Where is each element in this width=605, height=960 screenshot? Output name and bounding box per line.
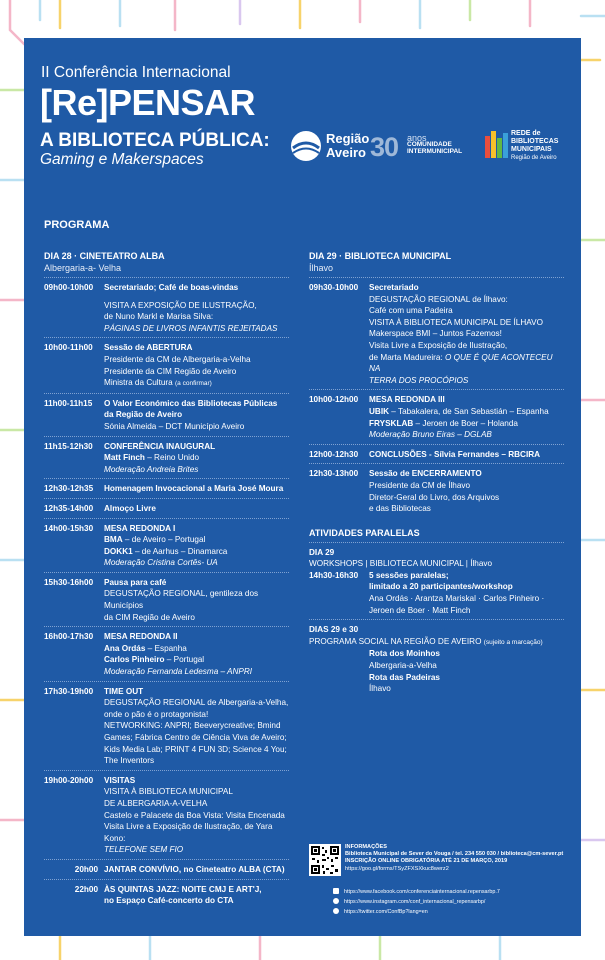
rede-bibliotecas-icon: [483, 128, 509, 162]
slot-line: TELEFONE SEM FIO: [104, 845, 184, 855]
slot-time: 09h30-10h00: [309, 283, 359, 292]
slot-line: de Nuno Markl e Marisa Silva:: [104, 312, 214, 322]
regiao-aveiro-text1: Região: [326, 131, 370, 146]
rede-text3: MUNICIPAIS: [511, 146, 552, 153]
slot-line: onde o pão é o protagonista!: [104, 709, 209, 719]
slot-title: Homenagem Invocacional a Maria José Moura: [104, 484, 284, 494]
day28-place: Albergaria-a- Velha: [44, 263, 122, 273]
qr-code-icon[interactable]: [309, 844, 341, 876]
twitter-row[interactable]: [333, 908, 571, 916]
slot-title: limitado a 20 participantes/workshop: [369, 582, 513, 592]
paralelas-day2-place: PROGRAMA SOCIAL NA REGIÃO DE AVEIRO: [309, 636, 482, 646]
rede-text1: REDE de: [511, 130, 541, 137]
slot-line: Presidente da CM de Albergaria-a-Velha: [104, 354, 251, 364]
slot-line: DEGUSTAÇÃO REGIONAL de Ílhavo:: [369, 294, 508, 304]
speaker-origin: – Jeroen de Boer – Holanda: [413, 418, 518, 428]
speaker-origin: – Tabakalera, de San Sebastián – Espanha: [389, 406, 549, 416]
slot-title: VISITAS: [104, 775, 136, 785]
slot-line: Sónia Almeida – DCT Município Aveiro: [104, 421, 245, 431]
day28-heading: DIA 28 · CINETEATRO ALBA: [44, 251, 165, 261]
slot-note: (a confirmar): [175, 380, 212, 388]
slot-title: 5 sessões paralelas;: [369, 570, 449, 580]
slot-title: JANTAR CONVÍVIO, no Cineteatro ALBA (CTA): [104, 864, 285, 874]
info-title: INFORMAÇÕES: [345, 844, 387, 850]
anos-30-logo: [370, 132, 470, 162]
schedule-slot: [44, 503, 289, 515]
slot-line: Diretor-Geral do Livro, dos Arquivos: [369, 492, 500, 502]
moderator: Moderação Andreia Brites: [104, 464, 199, 474]
slot-title: da Região de Aveiro: [104, 410, 183, 420]
day29-place: Ílhavo: [309, 263, 334, 273]
slot-line: DEGUSTAÇÃO REGIONAL, gentileza dos Municípios: [104, 589, 259, 611]
slot-time: 10h00-11h00: [44, 343, 93, 353]
info-registration: INSCRIÇÃO ONLINE OBRIGATÓRIA ATÉ 21 DE MARÇO, 2019: [345, 858, 508, 865]
slot-line: e das Bibliotecas: [369, 504, 431, 514]
slot-time: 19h00-20h00: [44, 775, 94, 785]
slot-time: 14h00-15h30: [44, 523, 94, 533]
slot-line: PÁGINAS DE LIVROS INFANTIS REJEITADAS: [104, 323, 278, 333]
anos-line3: INTERMUNICIPAL: [407, 148, 463, 155]
slot-time: 10h00-12h00: [309, 395, 359, 405]
slot-line: Ana Ordás · Arantza Mariskal · Carlos Pinheiro ·: [369, 594, 545, 604]
route-padeiras-place: Ílhavo: [369, 684, 391, 694]
slot-line: VISITA À BIBLIOTECA MUNICIPAL DE ÍLHAVO: [369, 317, 543, 327]
day29-heading: DIA 29 · BIBLIOTECA MUNICIPAL: [309, 251, 452, 261]
slot-line: Games; Fábrica Centro de Ciência Viva de Aveiro;: [104, 733, 287, 742]
speaker-name: Ana Ordás: [104, 643, 146, 653]
slot-title: MESA REDONDA III: [369, 395, 445, 405]
speaker-name: DOKK1: [104, 546, 133, 556]
anos-number: 30: [370, 132, 399, 162]
speaker-name: Matt Finch: [104, 453, 145, 463]
slot-line: The Inventors: [104, 756, 155, 766]
schedule-slot: [44, 398, 289, 433]
slot-title: MESA REDONDA II: [104, 632, 178, 642]
slot-title: no Espaço Café-concerto do CTA: [104, 896, 234, 906]
info-form-link[interactable]: https://goo.gl/forms/TSyZFXSXkuc8werz2: [345, 865, 449, 872]
speaker-name: BMA: [104, 535, 123, 545]
slot-line: NETWORKING: ANPRI; Beeverycreative; Bmind: [104, 721, 281, 731]
schedule-slot: [44, 884, 289, 907]
programa-title: PROGRAMA: [44, 219, 110, 231]
facebook-row[interactable]: [333, 888, 571, 896]
slot-line: DE ALBERGARIA-A-VELHA: [104, 798, 208, 808]
title-line1: II Conferência Internacional: [41, 64, 231, 81]
rede-text4: Região de Aveiro: [511, 155, 557, 161]
slot-title: Pausa para café: [104, 577, 167, 587]
speaker-name: Carlos Pinheiro: [104, 655, 165, 665]
regiao-aveiro-icon: [290, 130, 322, 162]
slot-title: Sessão de ENCERRAMENTO: [369, 469, 482, 479]
slot-line: de Marta Madureira:: [369, 352, 445, 362]
slot-time: 22h00: [74, 884, 98, 894]
slot-time: 12h00-12h30: [309, 449, 359, 459]
paralelas-day1: DIA 29: [309, 547, 335, 557]
instagram-icon: [333, 898, 339, 904]
anos-line2: COMUNIDADE: [407, 141, 452, 148]
slot-line: VISITA À BIBLIOTECA MUNICIPAL: [104, 787, 233, 797]
day28-column: [44, 250, 289, 907]
slot-line: Makerspace BMI – Juntos Fazemos!: [369, 329, 502, 339]
slot-line: Presidente da CM de Ílhavo: [369, 480, 471, 490]
schedule-slot: [44, 775, 289, 856]
schedule-slot: [44, 631, 289, 677]
rede-text2: BIBLIOTECAS: [511, 138, 559, 145]
regiao-aveiro-text2: Aveiro: [326, 145, 366, 160]
title-biblioteca: A BIBLIOTECA PÚBLICA:: [40, 130, 270, 151]
speaker-name: FRYSKLAB: [369, 418, 414, 428]
speaker-origin: – Portugal: [164, 655, 205, 665]
speaker-origin: – de Aveiro – Portugal: [122, 535, 206, 545]
slot-line: DEGUSTAÇÃO REGIONAL de Albergaria-a-Velha,: [104, 698, 289, 708]
slot-line: Visita Livre a Exposição de Ilustração,: [369, 340, 508, 350]
schedule-slot: [44, 686, 289, 767]
slot-title: Secretariado: [369, 283, 419, 292]
schedule-slot: [44, 342, 289, 389]
paralelas-title: ATIVIDADES PARALELAS: [309, 527, 420, 538]
slot-time: 12h30-13h00: [309, 469, 359, 479]
slot-time: 15h30-16h00: [44, 577, 94, 587]
speaker-origin: – Reino Unido: [144, 453, 200, 463]
speaker-origin: – Espanha: [145, 643, 187, 653]
slot-time: 17h30-19h00: [44, 686, 94, 696]
paralelas-day1-place: WORKSHOPS | BIBLIOTECA MUNICIPAL | Ílhavo: [309, 559, 493, 569]
route-padeiras: Rota das Padeiras: [369, 672, 440, 682]
slot-title: O Valor Económico das Bibliotecas Públicas: [104, 398, 278, 408]
instagram-link[interactable]: https://www.instagram.com/conf_internacional_repensarbp/: [344, 899, 486, 905]
schedule-slot: [44, 577, 289, 623]
poster: [24, 38, 581, 936]
slot-time: 11h00-11h15: [44, 398, 93, 408]
slot-title: CONFERÊNCIA INAUGURAL: [104, 441, 216, 451]
schedule-slot: [44, 483, 289, 495]
anos-label: anos: [407, 133, 427, 143]
speaker-name: UBIK: [369, 406, 390, 416]
schedule-slot: [44, 282, 289, 334]
twitter-icon: [333, 908, 339, 914]
slot-title: Sessão de ABERTURA: [104, 343, 193, 353]
schedule-slot: [44, 864, 289, 876]
regiao-aveiro-logo: [290, 130, 370, 166]
slot-title: Almoço Livre: [104, 503, 156, 513]
route-moinhos-place: Albergaria-a-Velha: [369, 661, 437, 671]
info-contact: Biblioteca Municipal de Sever do Vouga / tel. 234 550 030 / biblioteca@cm-sever.pt: [345, 851, 564, 858]
slot-line: da CIM Região de Aveiro: [104, 612, 195, 622]
day29-column: [309, 250, 564, 695]
twitter-link[interactable]: https://twitter.com/ConfBp?lang=en: [344, 909, 428, 915]
slot-line: Visita Livre a Exposição de Ilustração, de Yara Kono:: [104, 822, 273, 843]
slot-title: Secretariado; Café de boas-vindas: [104, 283, 239, 292]
moderator: Moderação Bruno Eiras – DGLAB: [369, 430, 492, 440]
schedule-slot: [309, 449, 564, 461]
slot-line: VISITA A EXPOSIÇÃO DE ILUSTRAÇÃO,: [104, 300, 257, 310]
title-repensar: [Re]PENSAR: [40, 82, 256, 123]
slot-line: Ministra da Cultura: [104, 378, 173, 388]
slot-line: Kids Media Lab; PRINT 4 FUN 3D; Science 4 You;: [104, 744, 287, 754]
slot-time: 16h00-17h30: [44, 632, 94, 642]
schedule-slot: [44, 523, 289, 569]
schedule-slot: [309, 570, 564, 616]
instagram-row[interactable]: [333, 898, 571, 906]
schedule-slot: [309, 468, 564, 514]
moderator: Moderação Fernanda Ledesma – ANPRI: [104, 667, 253, 677]
slot-title: ÀS QUINTAS JAZZ: NOITE CMJ E ART'J,: [104, 884, 262, 894]
slot-title: CONCLUSÕES - Sílvia Fernandes – RBCIRA: [369, 449, 541, 459]
slot-title: MESA REDONDA I: [104, 523, 176, 533]
speaker-origin: – de Aarhus – Dinamarca: [132, 546, 228, 556]
exhibition-title: TERRA DOS PROCÓPIOS: [369, 375, 469, 385]
exhibition-title: O QUE É QUE ACONTECEU NA: [369, 352, 553, 374]
slot-time: 12h30-12h35: [44, 484, 94, 494]
slot-time: 11h15-12h30: [44, 441, 93, 451]
facebook-icon: [333, 888, 339, 894]
slot-line: Castelo e Palacete da Boa Vista: Visita Encenada: [104, 810, 285, 820]
rede-bibliotecas-logo: [483, 128, 573, 164]
slot-time: 20h00: [74, 864, 98, 874]
slot-line: Jeroen de Boer · Matt Finch: [369, 605, 471, 615]
slot-line: Presidente da CIM Região de Aveiro: [104, 366, 237, 376]
facebook-link[interactable]: https://www.facebook.com/conferenciainternacional.repensarbp.7: [344, 889, 500, 895]
slot-time: 14h30-16h30: [309, 570, 359, 580]
title-gaming: Gaming e Makerspaces: [40, 151, 204, 168]
slot-time: 09h00-10h00: [44, 283, 94, 292]
slot-time: 12h35-14h00: [44, 503, 94, 513]
schedule-slot: [44, 441, 289, 476]
moderator: Moderação Cristina Cortês- UA: [104, 558, 218, 568]
schedule-slot: [309, 394, 564, 440]
slot-title: TIME OUT: [104, 686, 144, 696]
paralelas-day2-note: (sujeito a marcação): [483, 638, 543, 646]
route-moinhos: Rota dos Moinhos: [369, 649, 440, 659]
schedule-slot: [309, 282, 564, 386]
paralelas-day2: DIAS 29 e 30: [309, 625, 359, 635]
slot-line: Café com uma Padeira: [369, 306, 453, 316]
